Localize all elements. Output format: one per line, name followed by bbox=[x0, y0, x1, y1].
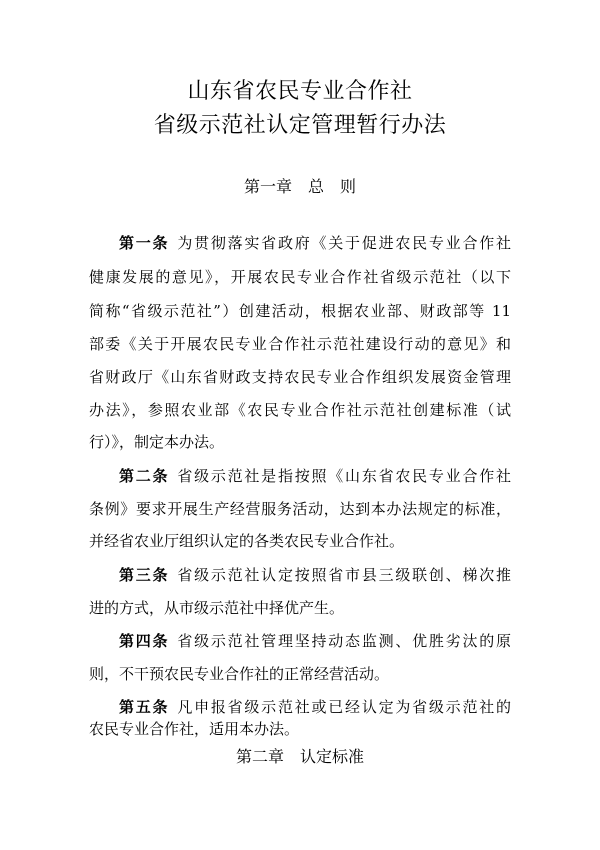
article-1-line-1: 第一条 为贯彻落实省政府《关于促进农民专业合作社 bbox=[119, 234, 511, 252]
article-1-line-5: 省财政厅《山东省财政支持农民专业合作组织发展资金管理 bbox=[89, 368, 511, 386]
article-1-line-7: 行）》，制定本办法。 bbox=[89, 433, 225, 451]
document-title-line-1: 山东省农民专业合作社 bbox=[187, 79, 413, 104]
chapter-2-heading: 第二章 认定标准 bbox=[235, 747, 364, 766]
article-1-label: 第一条 bbox=[119, 234, 170, 252]
article-3-line-1: 第三条 省级示范社认定按照省市县三级联创、梯次推 bbox=[119, 566, 511, 584]
article-5-line-1: 第五条 凡申报省级示范社或已经认定为省级示范社的 bbox=[119, 698, 511, 716]
article-2-line-1: 第二条 省级示范社是指按照《山东省农民专业合作社 bbox=[119, 467, 511, 485]
article-1-line-6: 办法》，参照农业部《农民专业合作社示范社创建标准（试 bbox=[89, 401, 511, 419]
article-2-line-2: 条例》要求开展生产经营服务活动，达到本办法规定的标准， bbox=[89, 500, 511, 518]
article-3-line-2: 进的方式，从市级示范社中择优产生。 bbox=[89, 599, 345, 617]
article-3-label: 第三条 bbox=[119, 566, 170, 584]
article-2-line-3: 并经省农业厅组织认定的各类农民专业合作社。 bbox=[89, 532, 405, 550]
chapter-1-heading: 第一章 总 则 bbox=[243, 177, 356, 196]
article-2-label: 第二条 bbox=[119, 467, 170, 485]
article-5-label: 第五条 bbox=[119, 698, 170, 716]
article-4-label: 第四条 bbox=[119, 632, 170, 650]
article-1-line-3: 简称“省级示范社”）创建活动，根据农业部、财政部等 11 bbox=[89, 302, 511, 320]
article-5-line-2: 农民专业合作社，适用本办法。 bbox=[89, 720, 300, 738]
article-4-line-2: 则，不干预农民专业合作社的正常经营活动。 bbox=[89, 665, 390, 683]
article-1-line-4: 部委《关于开展农民专业合作社示范社建设行动的意见》和 bbox=[89, 335, 511, 353]
article-1-line-2: 健康发展的意见》，开展农民专业合作社省级示范社（以下 bbox=[89, 268, 511, 286]
document-title-line-2: 省级示范社认定管理暂行办法 bbox=[153, 113, 447, 138]
article-4-line-1: 第四条 省级示范社管理坚持动态监测、优胜劣汰的原 bbox=[119, 632, 511, 650]
